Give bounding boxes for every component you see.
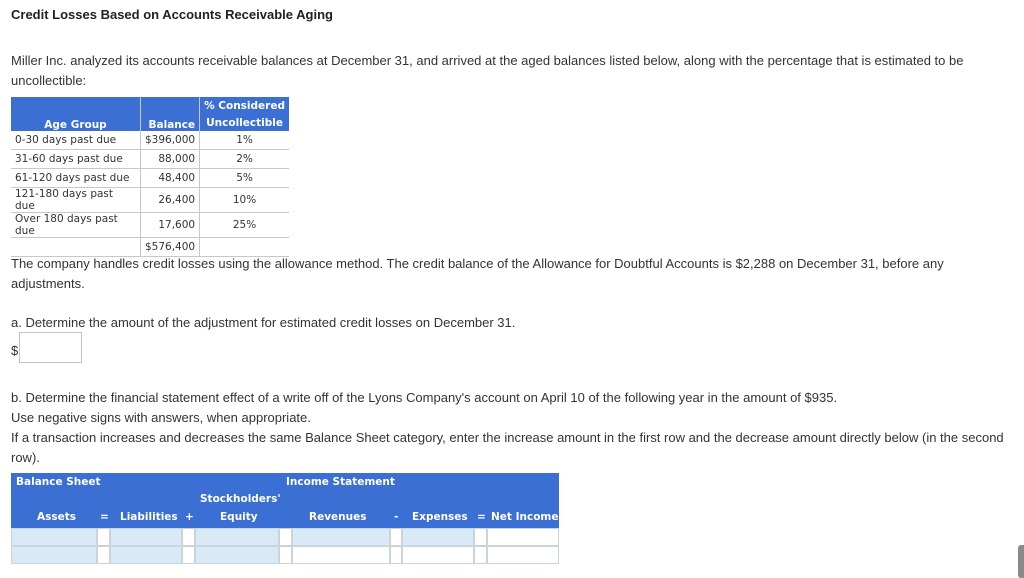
row1-separator <box>390 528 402 546</box>
revenues-row2-input[interactable] <box>292 546 390 564</box>
balance-sheet-heading: Balance Sheet <box>16 476 101 488</box>
part-b-question: b. Determine the financial statement effect of a write off of the Lyons Company's account on April 10 of the following year in the amount of $935. <box>11 390 838 405</box>
row2-separator <box>97 546 110 564</box>
pct-cell: 1% <box>200 131 289 150</box>
expenses-heading: Expenses <box>412 511 468 523</box>
pct-cell: 5% <box>200 169 289 188</box>
part-a-question: a. Determine the amount of the adjustment for estimated credit losses on December 31. <box>11 315 516 330</box>
equals-sign: = <box>100 511 109 523</box>
aging-table <box>11 97 289 257</box>
assets-heading: Assets <box>37 511 77 523</box>
liabilities-row1-input[interactable] <box>110 528 182 546</box>
equity-heading: Equity <box>220 511 258 523</box>
part-b-instruction-rows: If a transaction increases and decreases the same Balance Sheet category, enter the increase amount in the first row and the decrease amount directly below (in the second row). <box>11 430 1004 465</box>
assets-row1-input[interactable] <box>11 528 97 546</box>
net-income-row2-input[interactable] <box>487 546 559 564</box>
balance-cell: $396,000 <box>141 131 200 150</box>
table-row <box>11 188 289 213</box>
row1-separator <box>182 528 195 546</box>
table-row <box>11 150 289 169</box>
balance-cell: 17,600 <box>141 213 200 238</box>
credit-loss-adjustment-input[interactable] <box>19 332 82 363</box>
row1-separator <box>474 528 487 546</box>
row2-separator <box>390 546 402 564</box>
row1-separator <box>279 528 292 546</box>
expenses-row1-input[interactable] <box>402 528 474 546</box>
page-title: Credit Losses Based on Accounts Receivable Aging <box>11 7 333 22</box>
liabilities-heading: Liabilities <box>120 511 178 523</box>
net-income-heading: Net Income <box>491 511 559 523</box>
row1-separator <box>97 528 110 546</box>
income-statement-heading: Income Statement <box>286 476 395 488</box>
expenses-row2-input[interactable] <box>402 546 474 564</box>
balance-cell: 48,400 <box>141 169 200 188</box>
header-pct-line2: Uncollectible <box>200 114 289 131</box>
revenues-heading: Revenues <box>309 511 367 523</box>
liabilities-row2-input[interactable] <box>110 546 182 564</box>
revenues-row1-input[interactable] <box>292 528 390 546</box>
age-cell: 0-30 days past due <box>11 131 141 150</box>
plus-sign: + <box>185 511 194 523</box>
age-cell: 61-120 days past due <box>11 169 141 188</box>
age-cell: 31-60 days past due <box>11 150 141 169</box>
equity-row1-input[interactable] <box>195 528 279 546</box>
scrollbar-thumb[interactable] <box>1018 545 1024 578</box>
equity-row2-input[interactable] <box>195 546 279 564</box>
header-age-group: Age Group <box>11 97 141 131</box>
balance-cell: 26,400 <box>141 188 200 213</box>
equals-sign: = <box>477 511 486 523</box>
intro-text: Miller Inc. analyzed its accounts receivable balances at December 31, and arrived at the aged balances listed below, along with the percentage that is estimated to be uncollectible: <box>11 53 964 88</box>
assets-row2-input[interactable] <box>11 546 97 564</box>
total-balance-cell: $576,400 <box>141 238 200 257</box>
table-row <box>11 213 289 238</box>
header-balance: Balance <box>141 97 200 131</box>
minus-sign: - <box>394 511 399 523</box>
net-income-row1-input[interactable] <box>487 528 559 546</box>
financial-effects-table <box>11 473 559 564</box>
header-pct-line1: % Considered <box>200 97 289 114</box>
effects-table-header <box>11 473 559 528</box>
part-b-instruction-signs: Use negative signs with answers, when appropriate. <box>11 410 311 425</box>
row2-separator <box>474 546 487 564</box>
table-row <box>11 169 289 188</box>
balance-cell: 88,000 <box>141 150 200 169</box>
pct-cell: 25% <box>200 213 289 238</box>
pct-cell: 2% <box>200 150 289 169</box>
row2-separator <box>279 546 292 564</box>
table-row <box>11 131 289 150</box>
allowance-text: The company handles credit losses using the allowance method. The credit balance of the Allowance for Doubtful Accounts is $2,288 on December 31, before any adjustments. <box>11 256 944 291</box>
stockholders-heading: Stockholders' <box>200 493 281 505</box>
row2-separator <box>182 546 195 564</box>
age-cell: Over 180 days past due <box>11 213 141 238</box>
pct-cell: 10% <box>200 188 289 213</box>
dollar-sign: $ <box>11 343 19 358</box>
age-cell: 121-180 days past due <box>11 188 141 213</box>
